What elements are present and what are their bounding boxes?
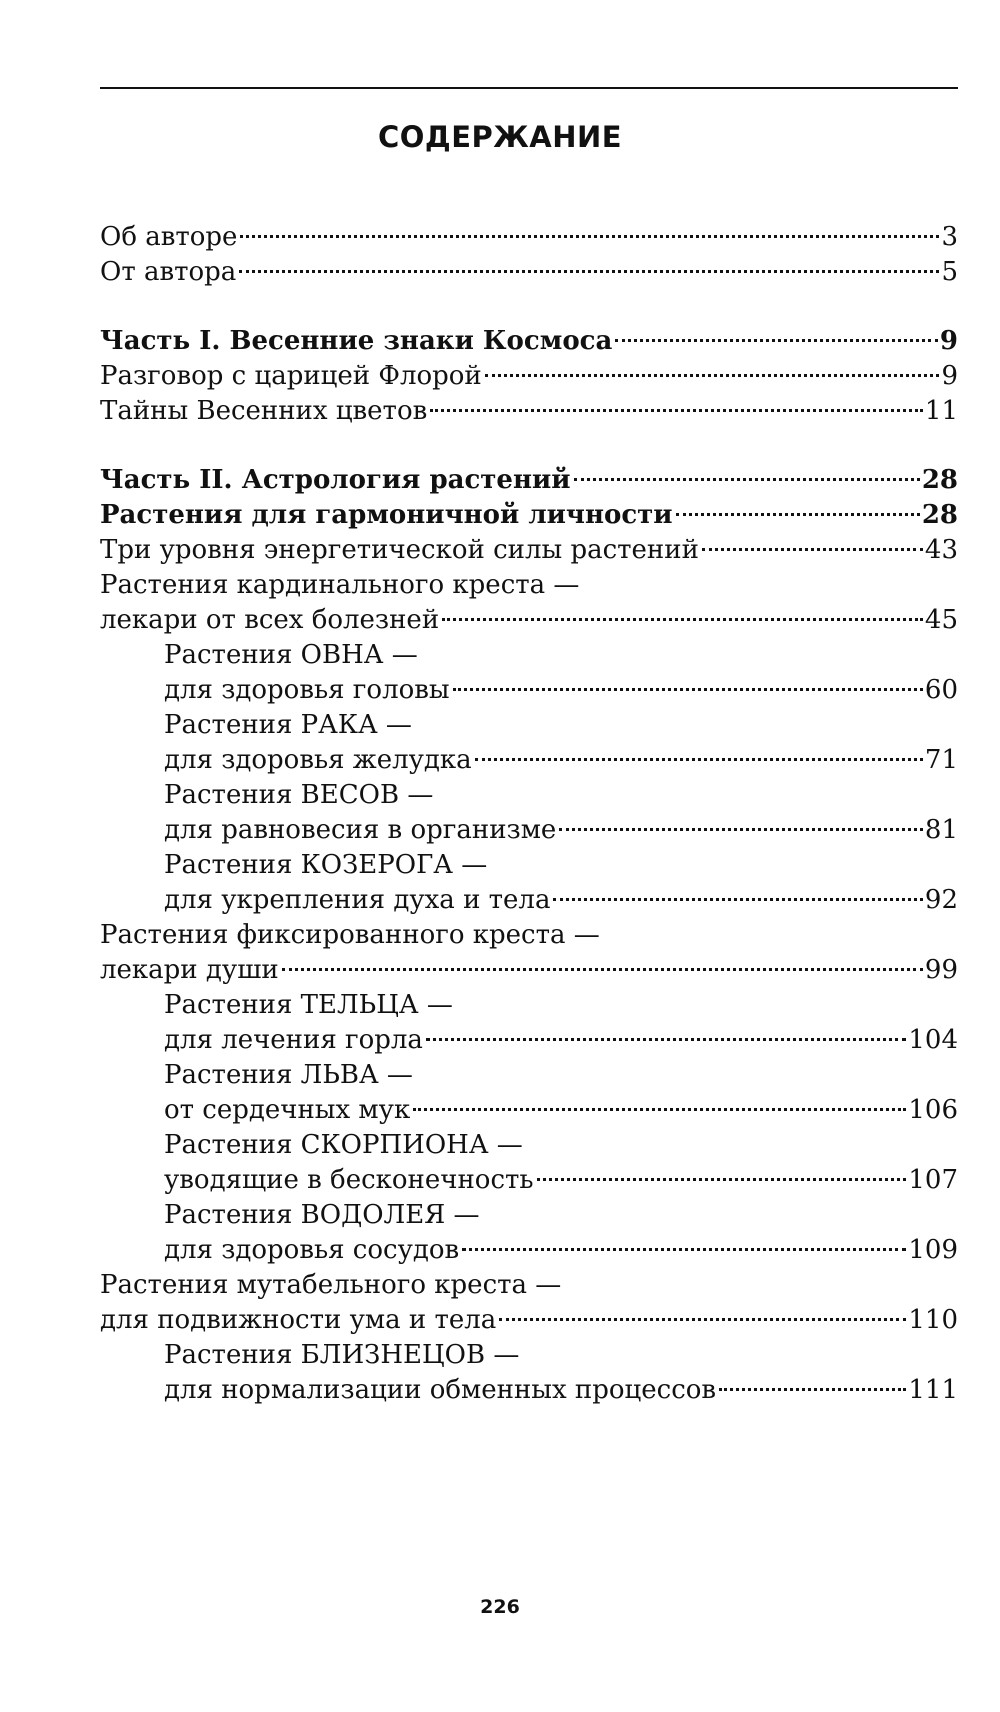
toc-entry-text: Часть I. Весенние знаки Космоса — [100, 326, 613, 356]
dot-leader — [453, 688, 923, 691]
dot-leader — [574, 478, 920, 481]
toc-entry-text: для подвижности ума и тела — [100, 1305, 497, 1335]
toc-entry — [100, 218, 958, 256]
dot-leader — [559, 828, 923, 831]
toc-entry-text: Об авторе — [100, 222, 238, 252]
toc-entry-page: 106 — [908, 1095, 958, 1125]
toc-entry-text: для здоровья сосудов — [164, 1235, 460, 1265]
toc-entry-text: Тайны Весенних цветов — [100, 396, 428, 426]
dot-leader — [282, 968, 923, 971]
toc-entry-page: 60 — [924, 675, 958, 705]
dot-leader — [239, 270, 939, 273]
toc-subentry — [164, 881, 958, 919]
toc-entry — [100, 357, 958, 395]
toc-entry — [100, 1301, 958, 1339]
toc-subentry — [164, 1371, 958, 1409]
toc-entry-page: 45 — [924, 605, 958, 635]
toc-subentry — [164, 1091, 958, 1129]
page-title: СОДЕРЖАНИЕ — [377, 120, 623, 154]
toc-entry-text: для здоровья головы — [164, 675, 450, 705]
toc-entry-text: Растения ЛЬВА — — [164, 1060, 413, 1090]
toc-entry — [100, 531, 958, 569]
toc-subentry-title-line — [164, 1056, 958, 1094]
toc-subentry — [164, 671, 958, 709]
toc-entry-text: лекари души — [100, 955, 279, 985]
toc-entry-page: 9 — [941, 361, 958, 391]
toc-entry-text: для равновесия в организме — [164, 815, 557, 845]
dot-leader — [462, 1248, 906, 1251]
toc-subentry — [164, 1021, 958, 1059]
toc-subentry — [164, 741, 958, 779]
toc-entry-text: Растения КОЗЕРОГА — — [164, 850, 488, 880]
dot-leader — [240, 235, 939, 238]
toc-entry-text: От автора — [100, 257, 237, 287]
toc-entry-text: Три уровня энергетической силы растений — [100, 535, 699, 565]
toc-subentry-title-line — [164, 846, 958, 884]
toc-entry — [100, 951, 958, 989]
dot-leader — [719, 1388, 906, 1391]
toc-entry-page: 99 — [924, 955, 958, 985]
toc-subentry-title-line — [164, 1336, 958, 1374]
toc-entry-text: Растения РАКА — — [164, 710, 412, 740]
toc-entry-text: Растения БЛИЗНЕЦОВ — — [164, 1340, 520, 1370]
toc-entry-text: Растения ТЕЛЬЦА — — [164, 990, 453, 1020]
toc-entry-text: для здоровья желудка — [164, 745, 472, 775]
toc-subentry-title-line — [164, 706, 958, 744]
toc-entry-text: для укрепления духа и тела — [164, 885, 551, 915]
toc-entry-text: Растения фиксированного креста — — [100, 920, 600, 950]
table-of-contents — [100, 0, 958, 1712]
toc-entry-page: 92 — [924, 885, 958, 915]
toc-entry-text: от сердечных мук — [164, 1095, 411, 1125]
toc-entry-page: 111 — [908, 1375, 958, 1405]
toc-subentry — [164, 1161, 958, 1199]
toc-entry-page: 109 — [908, 1235, 958, 1265]
toc-subentry — [164, 811, 958, 849]
toc-entry-title-line — [100, 1266, 958, 1304]
toc-entry-page: 43 — [924, 535, 958, 565]
toc-subentry-title-line — [164, 636, 958, 674]
toc-entry-text: Растения кардинального креста — — [100, 570, 580, 600]
toc-subentry-title-line — [164, 1196, 958, 1234]
toc-entry-title-line — [100, 566, 958, 604]
toc-subentry — [164, 1231, 958, 1269]
dot-leader — [615, 339, 938, 342]
toc-entry-page: 9 — [939, 326, 958, 356]
dot-leader — [413, 1108, 906, 1111]
toc-subentry-title-line — [164, 986, 958, 1024]
toc-entry-page: 5 — [941, 257, 958, 287]
toc-entry-page: 28 — [921, 465, 958, 495]
dot-leader — [553, 898, 922, 901]
toc-entry-text: для лечения горла — [164, 1025, 423, 1055]
dot-leader — [430, 409, 923, 412]
dot-leader — [442, 618, 923, 621]
toc-entry-text: Разговор с царицей Флорой — [100, 361, 482, 391]
toc-section-heading — [100, 496, 958, 534]
toc-part-heading — [100, 461, 958, 499]
dot-leader — [475, 758, 923, 761]
toc-entry — [100, 253, 958, 291]
toc-entry-page: 104 — [908, 1025, 958, 1055]
toc-entry-page: 28 — [921, 500, 958, 530]
toc-entry-page: 71 — [924, 745, 958, 775]
toc-entry-text: Растения СКОРПИОНА — — [164, 1130, 523, 1160]
toc-entry-title-line — [100, 916, 958, 954]
page-number: 226 — [480, 1596, 520, 1618]
dot-leader — [426, 1038, 906, 1041]
toc-entry-text: лекари от всех болезней — [100, 605, 440, 635]
toc-entry-page: 107 — [908, 1165, 958, 1195]
toc-entry-text: уводящие в бесконечность — [164, 1165, 534, 1195]
toc-entry-text: для нормализации обменных процессов — [164, 1375, 717, 1405]
dot-leader — [499, 1318, 906, 1321]
toc-part-heading — [100, 322, 958, 360]
dot-leader — [702, 548, 923, 551]
toc-subentry-title-line — [164, 1126, 958, 1164]
toc-entry-page: 3 — [941, 222, 958, 252]
toc-entry-text: Растения мутабельного креста — — [100, 1270, 562, 1300]
dot-leader — [537, 1178, 907, 1181]
toc-entry-text: Часть II. Астрология растений — [100, 465, 571, 495]
dot-leader — [676, 513, 920, 516]
toc-entry-page: 11 — [924, 396, 958, 426]
toc-entry — [100, 601, 958, 639]
toc-entry-page: 81 — [924, 815, 958, 845]
toc-subentry-title-line — [164, 776, 958, 814]
toc-entry-text: Растения для гармоничной личности — [100, 500, 673, 530]
dot-leader — [485, 374, 940, 377]
toc-entry-text: Растения ОВНА — — [164, 640, 418, 670]
toc-entry — [100, 392, 958, 430]
toc-entry-text: Растения ВОДОЛЕЯ — — [164, 1200, 480, 1230]
toc-entry-text: Растения ВЕСОВ — — [164, 780, 434, 810]
toc-entry-page: 110 — [908, 1305, 958, 1335]
